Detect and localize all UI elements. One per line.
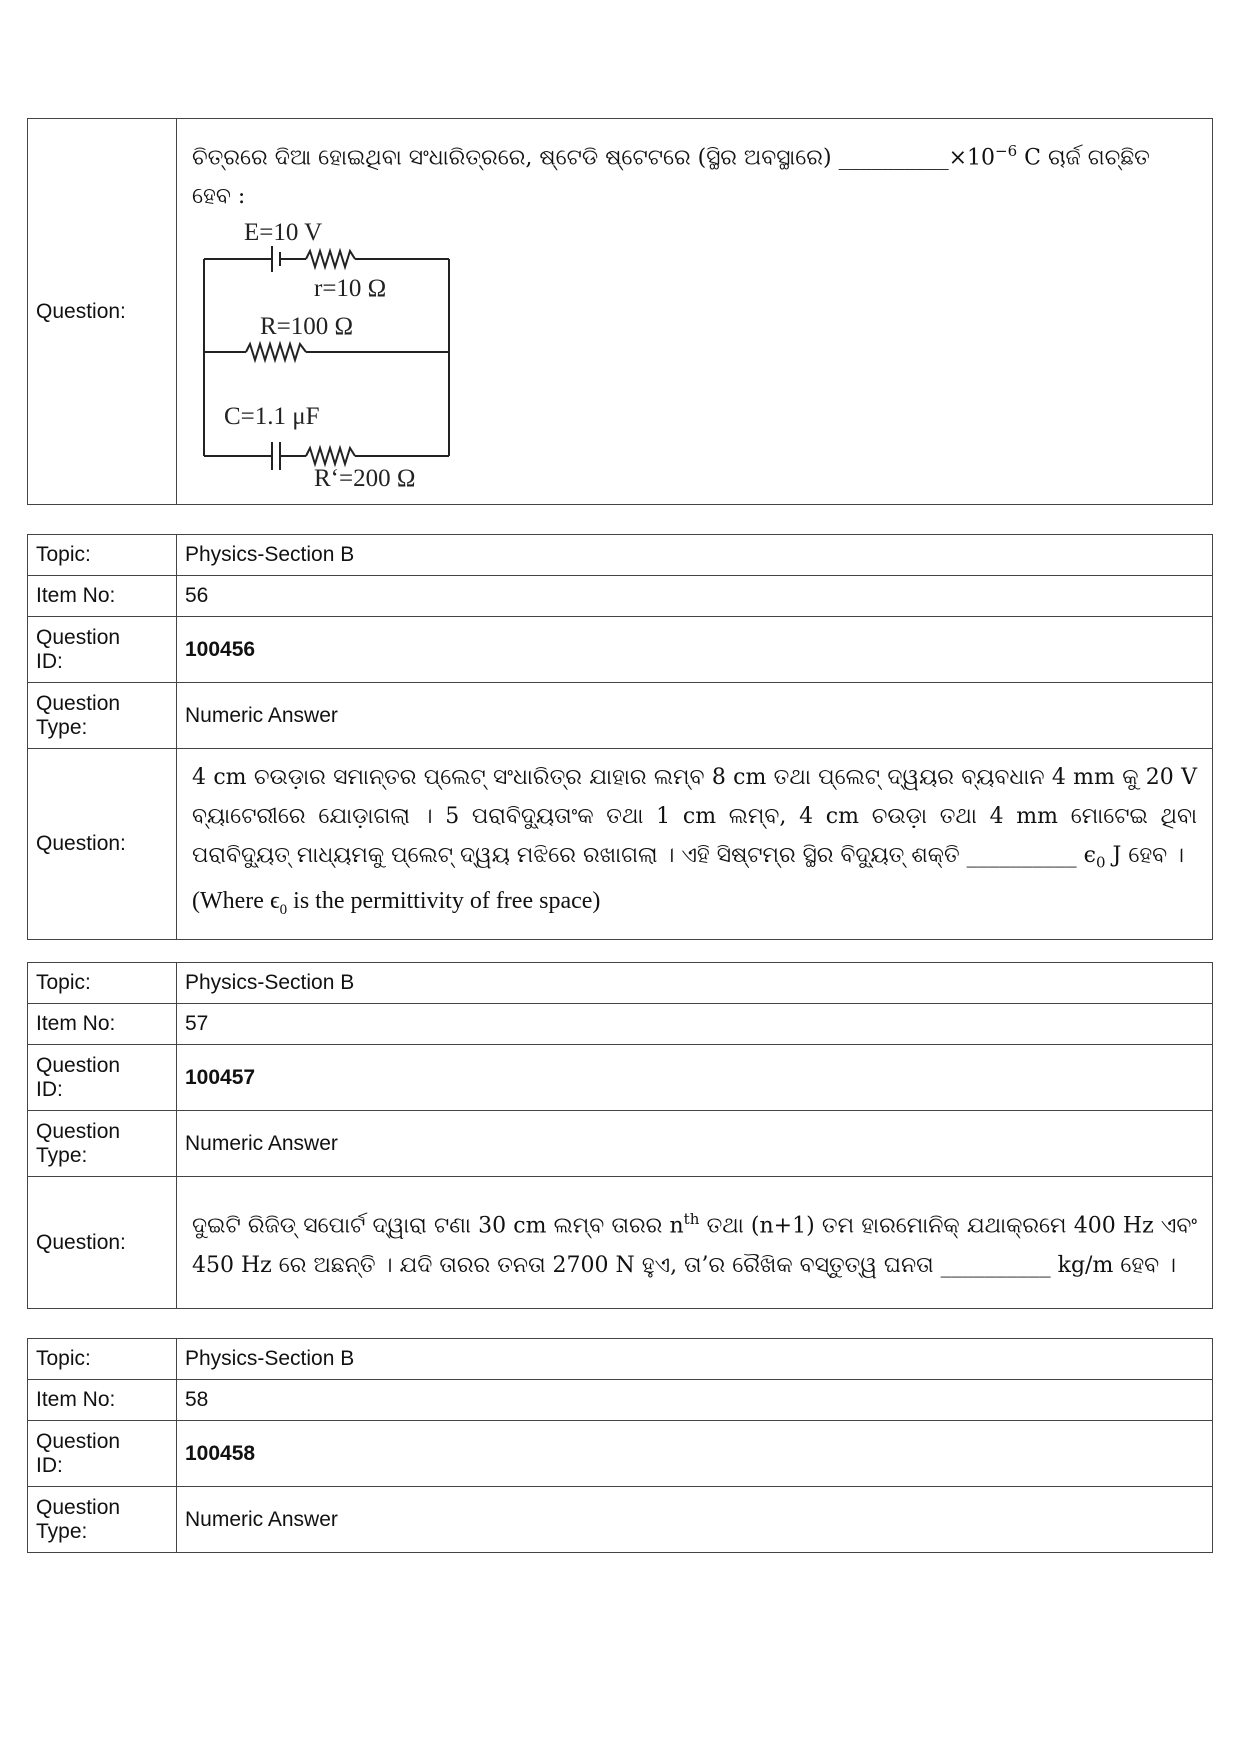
- question-id-value: 100456: [177, 617, 1213, 683]
- note-text: (Where $\epsilon_0$ is the permittivity of free space): [192, 888, 601, 919]
- exponent: −6: [995, 142, 1018, 160]
- question-table-57: [27, 962, 1213, 1309]
- question-text-part1: ଚିତ୍ରରେ ଦିଆ ହୋଇଥିବା ସଂଧାରିତ୍ରରେ, ଷ୍ଟେଡି ଷ୍ଟେଟରେ (ସ୍ଥିର ଅବସ୍ଥାରେ): [192, 145, 832, 171]
- question-text-part3: C ଚାର୍ଜ ଗଚ୍ଛିତ: [1017, 145, 1150, 171]
- topic-label: Topic:: [28, 535, 177, 576]
- question-type-label: Question Type:: [28, 683, 177, 749]
- question-type-label: Question Type:: [28, 1111, 177, 1177]
- answer-blank: __________: [940, 1252, 1051, 1278]
- item-no-label: Item No:: [28, 1004, 177, 1045]
- item-no-value: 56: [177, 576, 1213, 617]
- question-table-55: [27, 118, 1213, 505]
- question-text: [178, 120, 1211, 216]
- question-type-label: Question Type:: [28, 1487, 177, 1553]
- question-text: 4 cm ଚଉଡ଼ାର ସମାନ୍ତର ପ୍ଲେଟ୍ ସଂଧାରିତ୍ର ଯାହାର ଲମ୍ବ 8 cm ତଥା ପ୍ଲେଟ୍ ଦ୍ୱୟର ବ୍ୟବଧାନ 4 mm କୁ 20 V ବ୍ୟାଟେରୀରେ ଯୋଡ଼ାଗଲା । 5 ପରାବିଦ୍ୟୁତାଂକ ତଥା 1 cm ଲମ୍ବ, 4 cm ଚଉଡ଼ା ତଥା 4 mm ମୋଟେଇ ଥିବା ପରାବିଦ୍ୟୁତ୍ ମାଧ୍ୟମକୁ ପ୍ଲେଟ୍ ଦ୍ୱୟ ମଝିରେ ରଖାଗଲା । ଏହି ସିଷ୍ଟମ୍‌ର ସ୍ଥିର ବିଦ୍ୟୁତ୍ ଶକ୍ତି __________ $\epsilon_0$ J ହେବ । (Where $\epsilon_0$ is the permittivity of free space): [192, 765, 1197, 919]
- item-no-value: 58: [177, 1380, 1213, 1421]
- question-table-58: [27, 1338, 1213, 1553]
- question-cell: [177, 749, 1213, 940]
- topic-value: Physics-Section B: [177, 535, 1213, 576]
- circuit-diagram: [196, 216, 496, 491]
- capacitor-label: C=1.1 μF: [224, 403, 320, 431]
- question-table-56: [27, 534, 1213, 940]
- question-text-main: 4 cm ଚଉଡ଼ାର ସମାନ୍ତର ପ୍ଲେଟ୍ ସଂଧାରିତ୍ର ଯାହାର ଲମ୍ବ 8 cm ତଥା ପ୍ଲେଟ୍ ଦ୍ୱୟର ବ୍ୟବଧାନ 4 mm କୁ 20 V ବ୍ୟାଟେରୀରେ ଯୋଡ଼ାଗଲା । 5 ପରାବିଦ୍ୟୁତାଂକ ତଥା 1 cm ଲମ୍ବ, 4 cm ଚଉଡ଼ା ତଥା 4 mm ମୋଟେଇ ଥିବା ପରାବିଦ୍ୟୁତ୍ ମାଧ୍ୟମକୁ ପ୍ଲେଟ୍ ଦ୍ୱୟ ମଝିରେ ରଖାଗଲା । ଏହି ସିଷ୍ଟମ୍‌ର ସ୍ଥିର ବିଦ୍ୟୁତ୍ ଶକ୍ତି: [192, 765, 1197, 868]
- topic-label: Topic:: [28, 1339, 177, 1380]
- item-no-value: 57: [177, 1004, 1213, 1045]
- item-no-label: Item No:: [28, 576, 177, 617]
- answer-blank: __________: [966, 843, 1077, 868]
- question-label: Question:: [28, 119, 177, 505]
- emf-label: E=10 V: [244, 219, 323, 247]
- topic-label: Topic:: [28, 963, 177, 1004]
- question-type-value: Numeric Answer: [177, 683, 1213, 749]
- answer-blank: __________: [838, 145, 949, 171]
- question-id-label: Question ID:: [28, 1045, 177, 1111]
- topic-value: Physics-Section B: [177, 963, 1213, 1004]
- internal-resistance-label: r=10 Ω: [314, 275, 387, 303]
- question-id-label: Question ID:: [28, 1421, 177, 1487]
- epsilon-symbol: ϵ: [1083, 843, 1096, 868]
- question-id-value: 100457: [177, 1045, 1213, 1111]
- item-no-label: Item No:: [28, 1380, 177, 1421]
- question-type-value: Numeric Answer: [177, 1487, 1213, 1553]
- question-text-times: ×10: [948, 145, 996, 171]
- question-text: ଦୁଇଟି ରିଜିଡ୍ ସପୋର୍ଟ ଦ୍ୱାରା ଟଣା 30 cm ଲମ୍ବ ତାରର $n^{th}$ ତଥା (n+1) ତମ ହାରମୋନିକ୍ ଯଥାକ୍ରମେ 400 Hz ଏବଂ 450 Hz ରେ ଅଛନ୍ତି । ଯଦି ତାରର ତନତା 2700 N ହୁଏ, ତା’ର ରୈଖିକ ବସ୍ତୁତ୍ୱ ଘନତା __________ kg/m ହେବ ।: [192, 1210, 1197, 1278]
- question-label: Question:: [28, 1177, 177, 1309]
- question-text-end: J ହେବ ।: [1105, 843, 1185, 868]
- question-id-label: Question ID:: [28, 617, 177, 683]
- resistor-r-label: R=100 Ω: [260, 313, 354, 341]
- question-text-part4: ହେବ :: [192, 184, 246, 210]
- resistor-r-prime-label: R‘=200 Ω: [314, 465, 416, 492]
- question-cell: [177, 119, 1213, 505]
- question-type-value: Numeric Answer: [177, 1111, 1213, 1177]
- topic-value: Physics-Section B: [177, 1339, 1213, 1380]
- question-cell: [177, 1177, 1213, 1309]
- question-id-value: 100458: [177, 1421, 1213, 1487]
- question-label: Question:: [28, 749, 177, 940]
